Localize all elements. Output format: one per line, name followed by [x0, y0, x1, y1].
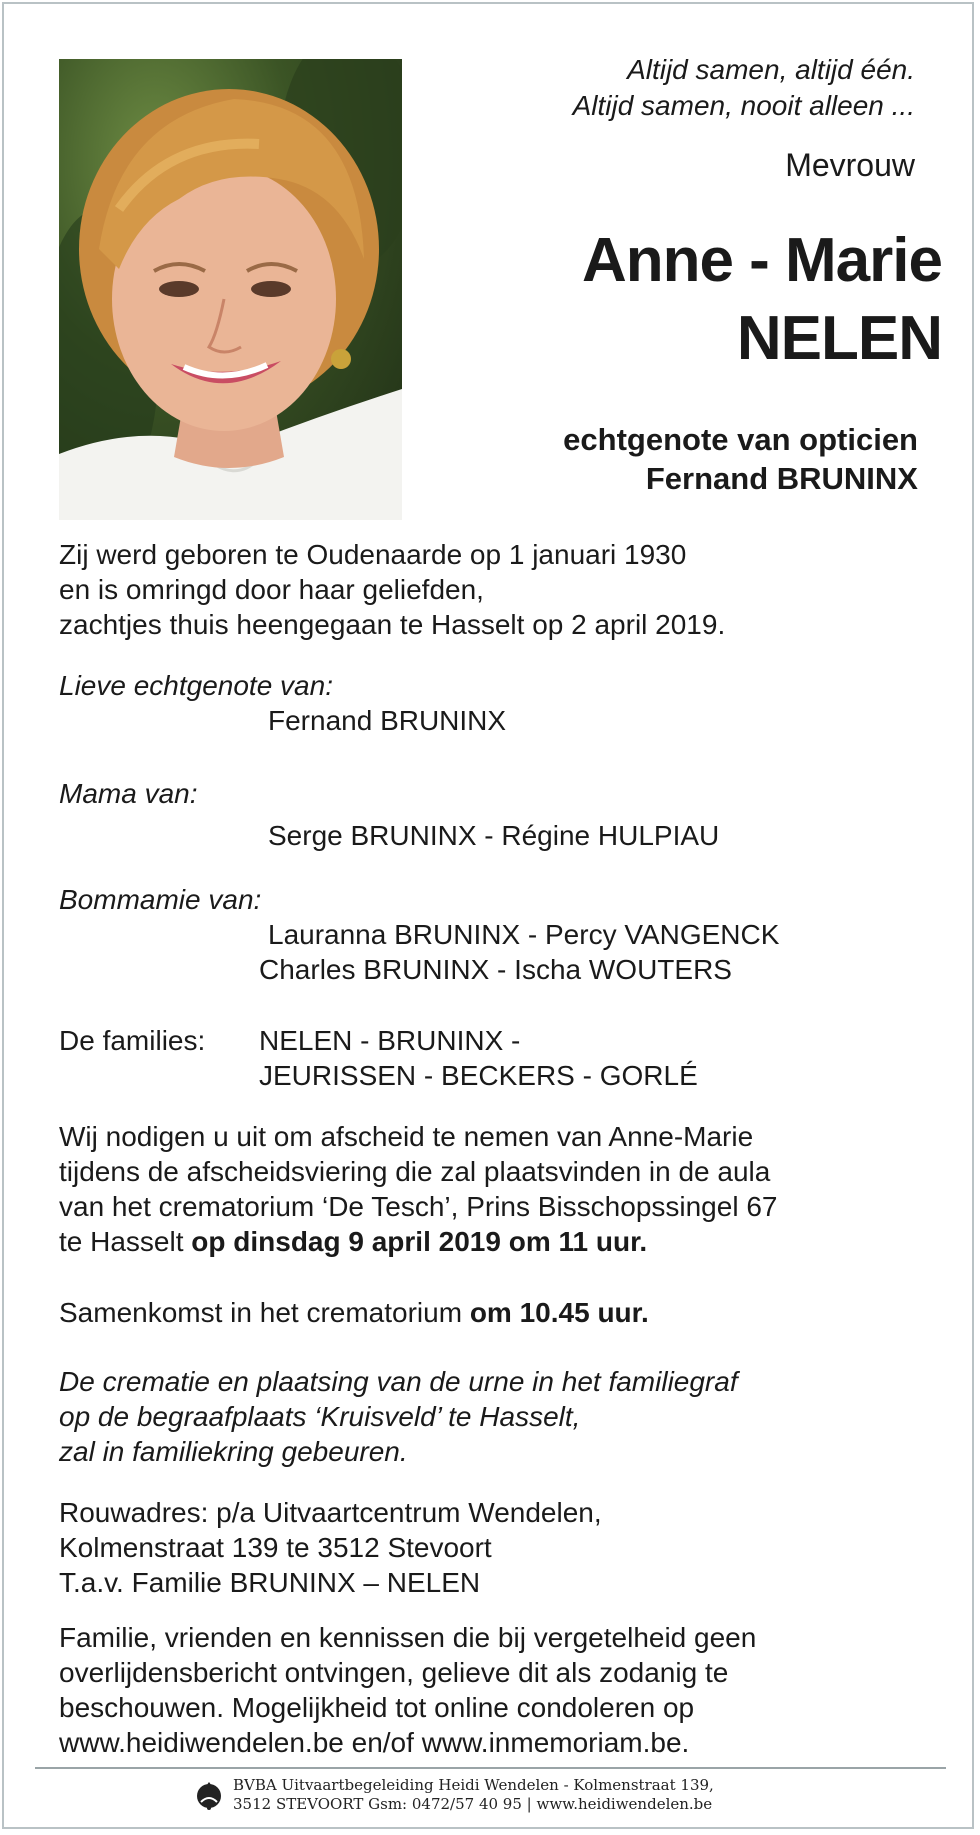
salutation: Mevrouw — [785, 147, 915, 183]
funeral-home-logo-icon — [195, 1778, 223, 1812]
families-section — [59, 1023, 698, 1093]
bommamie-label: Bommamie van: — [59, 884, 262, 915]
notice-line: Familie, vrienden en kennissen die bij vergetelheid geen — [59, 1622, 757, 1653]
echtgenote-label: Lieve echtgenote van: — [59, 670, 333, 701]
footer-line-2: 3512 STEVOORT Gsm: 0472/57 40 95 | www.heidiwendelen.be — [233, 1795, 713, 1813]
mama-label: Mama van: — [59, 778, 198, 809]
intro-line: zachtjes thuis heengegaan te Hasselt op 2 april 2019. — [59, 609, 726, 640]
invitation-line: Wij nodigen u uit om afscheid te nemen van Anne-Marie — [59, 1121, 754, 1152]
spouse-heading — [563, 420, 918, 498]
notice-line: beschouwen. Mogelijkheid tot online condoleren op — [59, 1692, 695, 1723]
gathering-text: Samenkomst in het crematorium — [59, 1297, 470, 1328]
notice-paragraph — [59, 1620, 756, 1760]
intro-line: en is omringd door haar geliefden, — [59, 574, 484, 605]
address-paragraph — [59, 1495, 602, 1600]
families-line-2: JEURISSEN - BECKERS - GORLÉ — [259, 1060, 698, 1091]
echtgenote-section — [59, 668, 506, 738]
portrait-photo — [59, 59, 402, 520]
address-line: T.a.v. Familie BRUNINX – NELEN — [59, 1567, 481, 1598]
notice-line: www.heidiwendelen.be en/of www.inmemoriam.be. — [59, 1727, 690, 1758]
bommamie-name-2: Charles BRUNINX - Ischa WOUTERS — [259, 954, 732, 985]
first-name: Anne - Marie — [581, 226, 942, 295]
deceased-name — [582, 222, 942, 378]
mama-section — [59, 776, 719, 853]
motto-line-2: Altijd samen, nooit alleen ... — [572, 90, 915, 121]
footer-divider — [35, 1767, 946, 1769]
gathering-time: om 10.45 uur. — [469, 1297, 649, 1328]
gathering-line — [59, 1295, 649, 1330]
portrait-illustration — [59, 59, 402, 520]
mama-name: Serge BRUNINX - Régine HULPIAU — [268, 820, 720, 851]
invitation-line: van het crematorium ‘De Tesch’, Prins Bisschopssingel 67 — [59, 1191, 778, 1222]
address-line: Rouwadres: p/a Uitvaartcentrum Wendelen, — [59, 1497, 602, 1528]
footer — [195, 1776, 714, 1814]
footer-line-1: BVBA Uitvaartbegeleiding Heidi Wendelen - Kolmenstraat 139, — [233, 1776, 714, 1794]
invitation-line: tijdens de afscheidsviering die zal plaatsvinden in de aula — [59, 1156, 771, 1187]
cremation-line: op de begraafplaats ‘Kruisveld’ te Hasselt, — [59, 1401, 581, 1432]
motto — [573, 52, 915, 124]
spouse-line-2: Fernand BRUNINX — [645, 461, 918, 496]
address-line: Kolmenstraat 139 te 3512 Stevoort — [59, 1532, 492, 1563]
intro-line: Zij werd geboren te Oudenaarde op 1 januari 1930 — [59, 539, 687, 570]
families-label: De families: — [59, 1025, 206, 1056]
families-line-1: NELEN - BRUNINX - — [259, 1025, 521, 1056]
echtgenote-name: Fernand BRUNINX — [268, 705, 507, 736]
cremation-line: De crematie en plaatsing van de urne in het familiegraf — [59, 1366, 738, 1397]
motto-line-1: Altijd samen, altijd één. — [627, 54, 915, 85]
notice-line: overlijdensbericht ontvingen, gelieve dit als zodanig te — [59, 1657, 729, 1688]
bommamie-name-1: Lauranna BRUNINX - Percy VANGENCK — [268, 919, 780, 950]
bommamie-section — [59, 882, 779, 987]
cremation-paragraph — [59, 1364, 738, 1469]
invitation-line: te Hasselt — [59, 1226, 192, 1257]
ceremony-datetime: op dinsdag 9 april 2019 om 11 uur. — [191, 1226, 648, 1257]
spouse-line-1: echtgenote van opticien — [563, 422, 918, 457]
invitation-paragraph — [59, 1119, 777, 1259]
cremation-line: zal in familiekring gebeuren. — [59, 1436, 408, 1467]
last-name: NELEN — [736, 304, 942, 373]
intro-paragraph — [59, 537, 725, 642]
